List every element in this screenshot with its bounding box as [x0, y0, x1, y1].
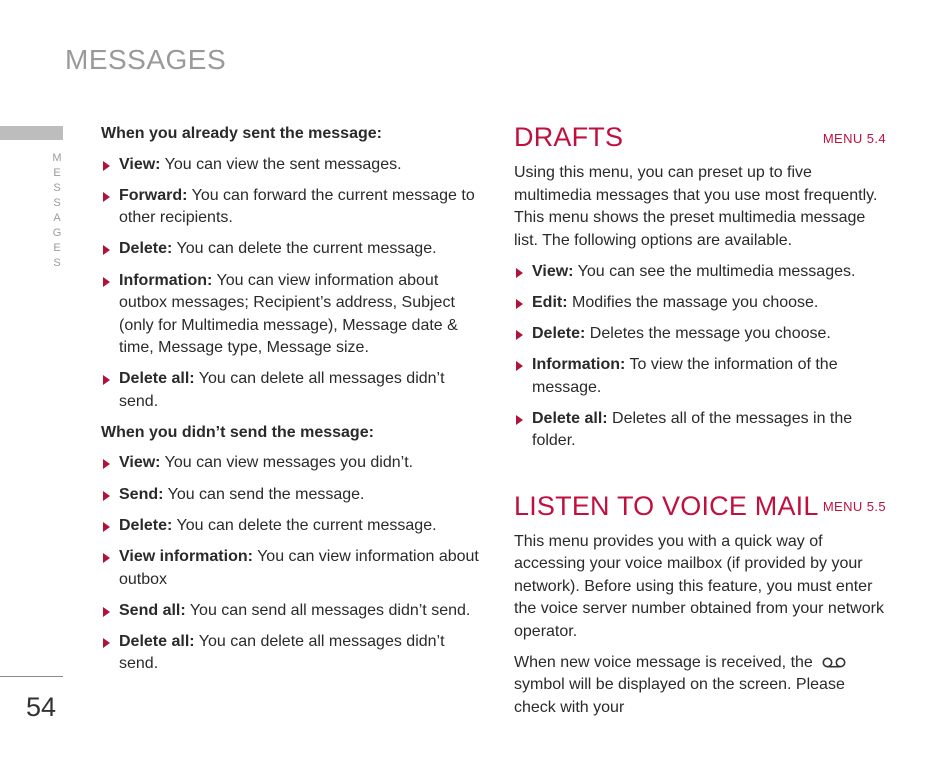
option-text: Modifies the massage you choose. [567, 293, 819, 311]
bullet-arrow-icon [103, 161, 110, 171]
bullet-arrow-icon [103, 375, 110, 385]
list-item [101, 546, 481, 591]
drafts-header [514, 122, 886, 152]
list-item [101, 452, 481, 475]
bullet-arrow-icon [516, 415, 523, 425]
option-term: Information: [119, 271, 213, 289]
voicemail-notice [514, 652, 886, 720]
option-term: Delete: [532, 324, 586, 342]
bullet-arrow-icon [103, 553, 110, 563]
option-text: You can send all messages didn’t send. [185, 601, 471, 619]
list-item [101, 631, 481, 676]
list-item [101, 484, 481, 507]
option-text: Deletes all of the messages in the folder. [532, 409, 853, 450]
voicemail-intro: This menu provides you with a quick way of accessing your voice mailbox (if provided by your network). Before using this feature, you must enter the voice server number obtained from your network operator. [514, 532, 884, 640]
side-tab-label: MESSAGES [51, 152, 63, 272]
option-term: Delete all: [119, 370, 195, 388]
list-item [101, 270, 481, 360]
list-item [514, 261, 886, 284]
option-term: View: [532, 262, 574, 280]
option-text: Deletes the message you choose. [585, 324, 831, 342]
voicemail-header [514, 491, 886, 521]
bullet-arrow-icon [516, 268, 523, 278]
page-number: 54 [26, 692, 57, 722]
drafts-options-list [514, 261, 886, 453]
option-text: You can view messages you didn’t. [160, 454, 414, 472]
option-text: You can delete all messages didn’t send. [119, 370, 445, 410]
list-item [101, 238, 481, 261]
option-term: View: [119, 454, 161, 472]
list-item [101, 515, 481, 538]
footer-divider [0, 676, 63, 677]
option-term: Delete all: [119, 632, 195, 650]
list-item [514, 323, 886, 346]
voicemail-icon [821, 656, 847, 669]
list-item [101, 368, 481, 413]
option-term: Information: [532, 356, 626, 374]
list-item [101, 154, 481, 177]
voicemail-menu-number: MENU 5.5 [822, 499, 886, 515]
option-text: You can see the multimedia messages. [573, 262, 856, 280]
bullet-arrow-icon [103, 491, 110, 501]
option-text: You can view the sent messages. [160, 155, 402, 173]
bullet-arrow-icon [103, 245, 110, 255]
option-text: You can delete the current message. [172, 516, 437, 534]
bullet-arrow-icon [103, 607, 110, 617]
voicemail-notice-before: When new voice message is received, the [514, 653, 813, 671]
list-item [101, 185, 481, 230]
list-item [514, 354, 886, 399]
voicemail-title: LISTEN TO VOICE MAIL [514, 490, 819, 521]
list-item [514, 408, 886, 453]
option-term: Delete all: [532, 409, 608, 427]
right-column [514, 122, 886, 728]
page-title: MESSAGES [65, 44, 227, 75]
option-text: You can view information about outbox [119, 548, 479, 588]
option-text: You can send the message. [163, 485, 365, 503]
option-term: View: [119, 155, 161, 173]
option-text: To view the information of the message. [532, 356, 838, 396]
sent-heading: When you already sent the message: [101, 125, 382, 142]
option-term: Forward: [119, 186, 188, 204]
bullet-arrow-icon [516, 330, 523, 340]
sent-options-list [101, 154, 481, 414]
option-term: Delete: [119, 516, 173, 534]
bullet-arrow-icon [103, 277, 110, 287]
option-term: Send all: [119, 601, 186, 619]
option-term: Delete: [119, 240, 173, 258]
bullet-arrow-icon [516, 299, 523, 309]
option-term: View information: [119, 548, 253, 565]
option-text: You can forward the current message to other recipients. [119, 186, 475, 227]
option-text: You can delete all messages didn’t send. [119, 632, 445, 673]
bullet-arrow-icon [103, 192, 110, 202]
list-item [514, 292, 886, 315]
drafts-title: DRAFTS [514, 122, 624, 152]
unsent-options-list [101, 452, 481, 675]
side-bar-marker [0, 126, 63, 140]
unsent-heading: When you didn’t send the message: [101, 423, 374, 441]
bullet-arrow-icon [103, 459, 110, 469]
left-column [101, 123, 481, 685]
bullet-arrow-icon [516, 361, 523, 371]
drafts-menu-number: MENU 5.4 [822, 130, 886, 146]
option-text: You can view information about outbox messages; Recipient’s address, Subject (only for Multimedia message), Message date & time, Message type, Message size. [119, 271, 458, 357]
option-term: Edit: [532, 293, 568, 311]
option-term: Send: [119, 485, 164, 503]
drafts-intro: Using this menu, you can preset up to five multimedia messages that you use most frequently. This menu shows the preset multimedia message list. The following options are available. [514, 164, 878, 249]
bullet-arrow-icon [103, 638, 110, 648]
voicemail-notice-after: symbol will be displayed on the screen. Please check with your [514, 676, 845, 716]
voicemail-section [514, 491, 886, 720]
list-item [101, 600, 481, 623]
option-text: You can delete the current message. [172, 240, 437, 258]
bullet-arrow-icon [103, 522, 110, 532]
